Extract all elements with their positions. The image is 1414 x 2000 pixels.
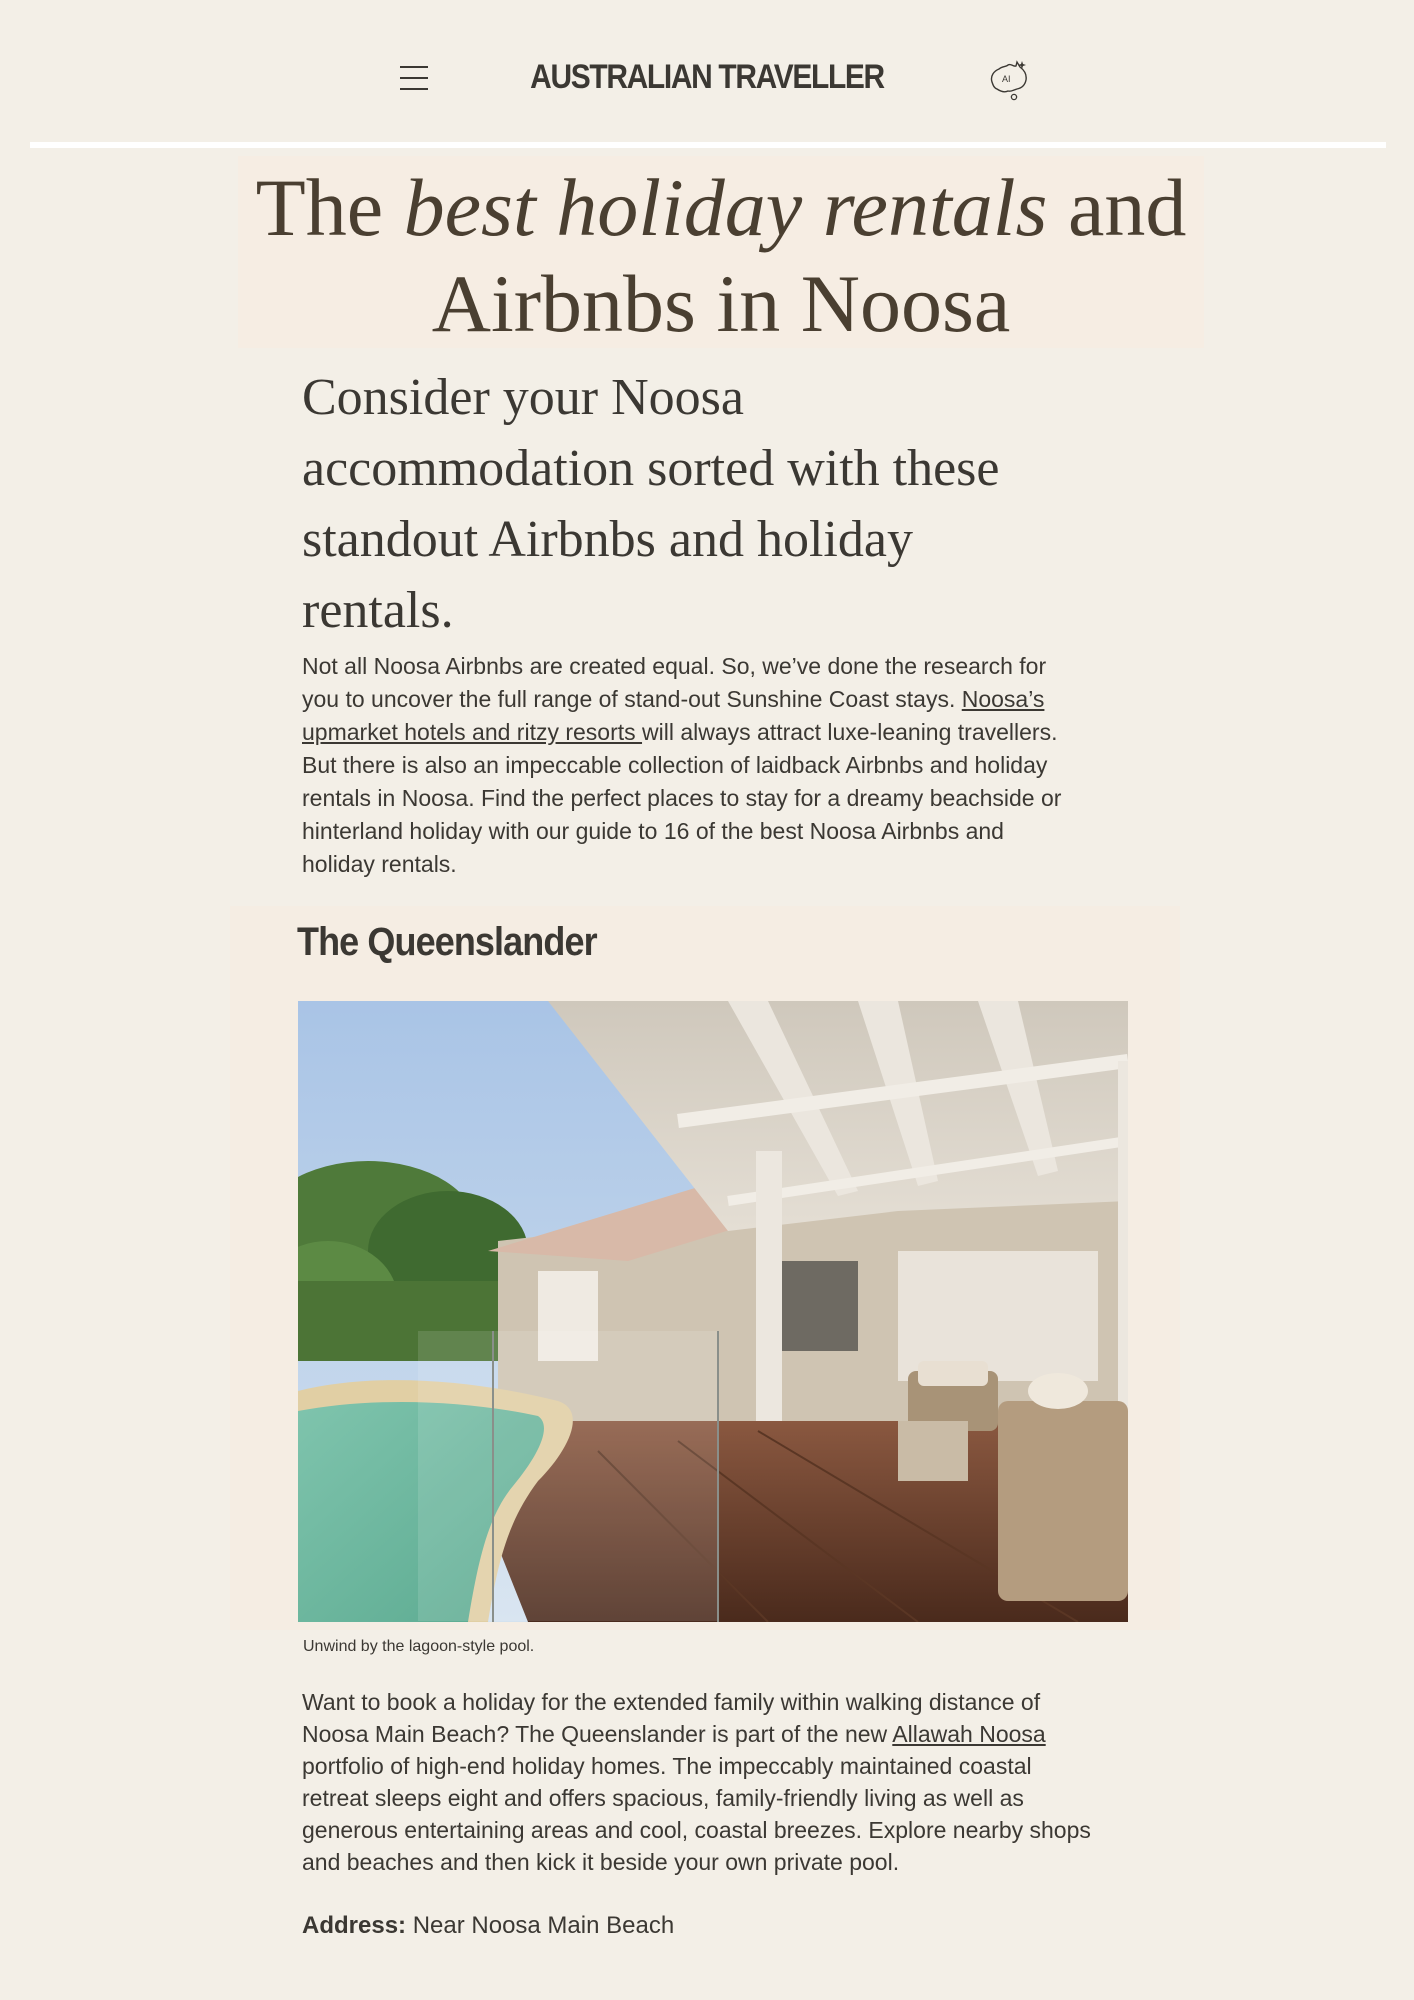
ai-label: AI bbox=[1002, 74, 1011, 84]
page-title: The best holiday rentals and Airbnbs in Noosa bbox=[255, 162, 1187, 349]
listing-description: Want to book a holiday for the extended family within walking distance of Noosa Main Beach? The Queenslander is part of the new Allawah Noosa portfolio of high-end holiday homes. The impeccably maintained coastal retreat sleeps eight and offers spacious, family-friendly living as well as generous entertaining areas and cool, coastal breezes. Explore nearby shops and beaches and then kick it beside your own private pool. bbox=[302, 1689, 1091, 1875]
address-value: Near Noosa Main Beach bbox=[406, 1912, 675, 1939]
listing-heading: The Queenslander bbox=[297, 920, 597, 964]
photo-caption: Unwind by the lagoon-style pool. bbox=[303, 1638, 535, 1655]
hotels-resorts-link[interactable]: Noosa’s upmarket hotels and ritzy resorts bbox=[302, 686, 1045, 745]
australia-map-ai-icon[interactable] bbox=[986, 58, 1032, 102]
hero-banner bbox=[238, 156, 1204, 348]
site-header bbox=[0, 0, 1414, 150]
header-divider bbox=[30, 142, 1386, 148]
site-logo[interactable]: AUSTRALIAN TRAVELLER bbox=[530, 58, 884, 96]
listing-address bbox=[302, 1912, 674, 1940]
address-label: Address: bbox=[302, 1912, 407, 1939]
article-subtitle: Consider your Noosa accommodation sorted with these standout Airbnbs and holiday rentals. bbox=[302, 369, 1000, 639]
listing-photo bbox=[298, 1001, 1128, 1622]
intro-paragraph: Not all Noosa Airbnbs are created equal. So, we’ve done the research for you to uncover the full range of stand-out Sunshine Coast stays. Noosa’s upmarket hotels and ritzy resorts will always attract luxe-leaning travellers. But there is also an impeccable collection of laidback Airbnbs and holiday rentals in Noosa. Find the perfect places to stay for a dreamy beachside or hinterland holiday with our guide to 16 of the best Noosa Airbnbs and holiday rentals. bbox=[302, 653, 1062, 877]
allawah-noosa-link[interactable]: Allawah Noosa bbox=[892, 1721, 1046, 1747]
